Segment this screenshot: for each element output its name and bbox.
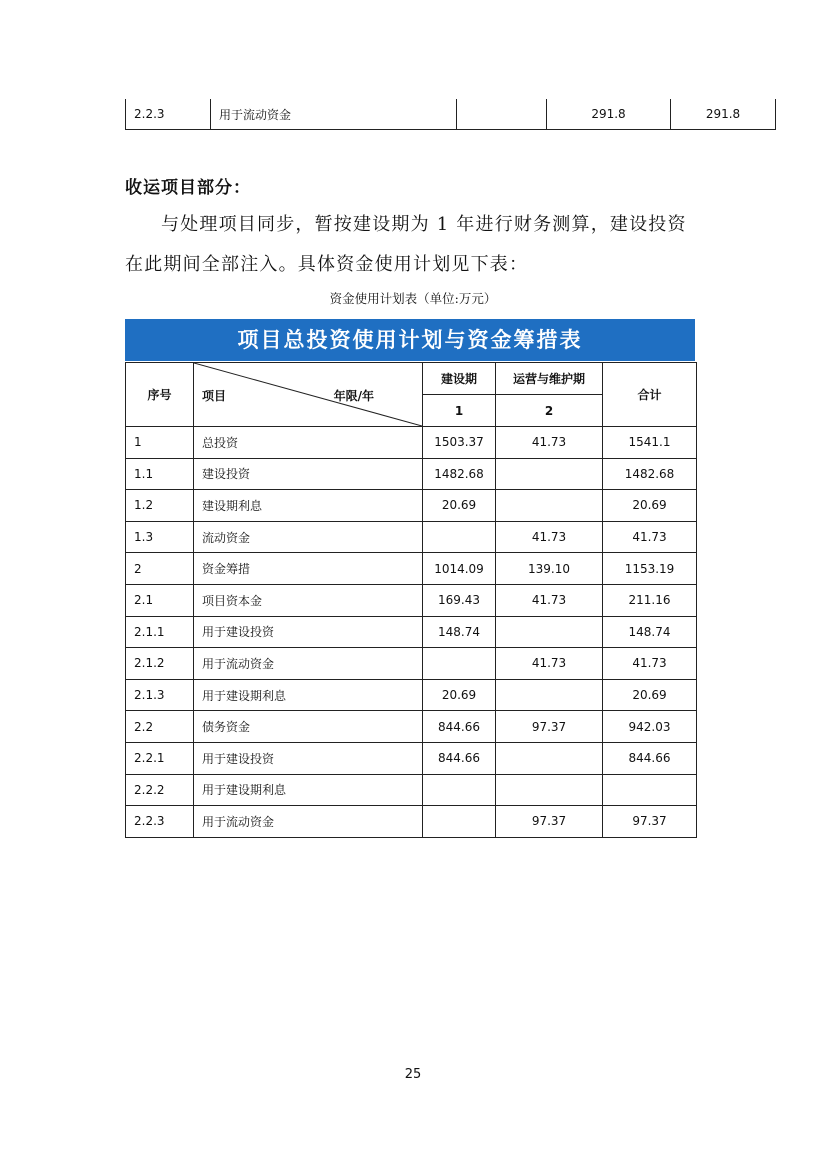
investment-plan-table (125, 362, 697, 838)
paragraph-line: 与处理项目同步，暂按建设期为 1 年进行财务测算，建设投资 (161, 214, 687, 235)
year1-cell (423, 774, 496, 806)
total-cell: 20.69 (603, 490, 697, 522)
year1-cell: 1014.09 (423, 553, 496, 585)
value-cell (457, 99, 547, 130)
seq-cell: 2.1.3 (126, 679, 194, 711)
item-cell: 用于流动资金 (211, 99, 457, 130)
year2-cell: 41.73 (496, 584, 603, 616)
year2-cell (496, 679, 603, 711)
total-cell: 41.73 (603, 521, 697, 553)
table-row (126, 616, 697, 648)
item-cell: 资金筹措 (194, 553, 423, 585)
total-cell: 148.74 (603, 616, 697, 648)
table-title-banner: 项目总投资使用计划与资金筹措表 (125, 319, 695, 361)
item-cell: 建设投资 (194, 458, 423, 490)
year2-cell: 139.10 (496, 553, 603, 585)
year1-cell (423, 521, 496, 553)
seq-cell: 2.2.3 (126, 806, 194, 838)
year2-cell: 97.37 (496, 806, 603, 838)
seq-cell: 1.2 (126, 490, 194, 522)
table-row (126, 679, 697, 711)
seq-cell: 2 (126, 553, 194, 585)
seq-cell: 1 (126, 427, 194, 459)
table-row (126, 584, 697, 616)
seq-cell: 1.1 (126, 458, 194, 490)
seq-cell: 2.1.1 (126, 616, 194, 648)
total-cell: 1541.1 (603, 427, 697, 459)
year2-cell: 41.73 (496, 427, 603, 459)
year2-cell (496, 742, 603, 774)
header-year-2: 2 (496, 395, 603, 427)
item-cell: 用于建设期利息 (194, 679, 423, 711)
header-diagonal-cell (194, 363, 423, 427)
year2-cell (496, 774, 603, 806)
year1-cell: 20.69 (423, 490, 496, 522)
table-caption: 资金使用计划表（单位:万元） (329, 291, 497, 306)
year2-cell (496, 616, 603, 648)
header-total: 合计 (603, 363, 697, 427)
year1-cell (423, 806, 496, 838)
table-row (126, 806, 697, 838)
diagonal-line (194, 363, 422, 426)
year2-cell (496, 458, 603, 490)
year2-cell: 97.37 (496, 711, 603, 743)
seq-cell: 2.2.3 (126, 99, 211, 130)
year1-cell: 844.66 (423, 742, 496, 774)
total-cell: 942.03 (603, 711, 697, 743)
table-row (126, 490, 697, 522)
table-row (126, 521, 697, 553)
table-body (126, 427, 697, 838)
year1-cell: 1503.37 (423, 427, 496, 459)
header-year: 年限/年 (333, 389, 374, 403)
total-cell: 41.73 (603, 648, 697, 680)
table-row (126, 553, 697, 585)
year1-cell: 1482.68 (423, 458, 496, 490)
table-row (126, 648, 697, 680)
item-cell: 用于流动资金 (194, 648, 423, 680)
item-cell: 总投资 (194, 427, 423, 459)
header-row (126, 363, 697, 395)
seq-cell: 2.1.2 (126, 648, 194, 680)
table-row (126, 711, 697, 743)
year1-cell: 20.69 (423, 679, 496, 711)
seq-cell: 1.3 (126, 521, 194, 553)
item-cell: 债务资金 (194, 711, 423, 743)
header-construction: 建设期 (423, 363, 496, 395)
total-cell: 20.69 (603, 679, 697, 711)
table-row (126, 774, 697, 806)
total-cell: 211.16 (603, 584, 697, 616)
total-cell (603, 774, 697, 806)
seq-cell: 2.1 (126, 584, 194, 616)
year1-cell: 844.66 (423, 711, 496, 743)
item-cell: 项目资本金 (194, 584, 423, 616)
value-cell: 291.8 (547, 99, 671, 130)
table-row (126, 99, 776, 130)
item-cell: 用于建设期利息 (194, 774, 423, 806)
table-row (126, 427, 697, 459)
item-cell: 建设期利息 (194, 490, 423, 522)
section-heading: 收运项目部分： (125, 178, 251, 198)
header-item: 项目 (202, 389, 227, 403)
total-cell: 1153.19 (603, 553, 697, 585)
seq-cell: 2.2.2 (126, 774, 194, 806)
item-cell: 用于建设投资 (194, 616, 423, 648)
header-seq: 序号 (126, 363, 194, 427)
item-cell: 用于建设投资 (194, 742, 423, 774)
item-cell: 流动资金 (194, 521, 423, 553)
previous-table-tail (125, 99, 776, 130)
header-year-1: 1 (423, 395, 496, 427)
seq-cell: 2.2.1 (126, 742, 194, 774)
table-row (126, 458, 697, 490)
table-row (126, 742, 697, 774)
page-number: 25 (404, 1067, 422, 1082)
total-cell: 1482.68 (603, 458, 697, 490)
year2-cell (496, 490, 603, 522)
item-cell: 用于流动资金 (194, 806, 423, 838)
year2-cell: 41.73 (496, 648, 603, 680)
year1-cell: 169.43 (423, 584, 496, 616)
total-cell: 291.8 (671, 99, 776, 130)
year1-cell: 148.74 (423, 616, 496, 648)
header-operation: 运营与维护期 (496, 363, 603, 395)
seq-cell: 2.2 (126, 711, 194, 743)
paragraph-line: 在此期间全部注入。具体资金使用计划见下表： (125, 254, 529, 275)
year1-cell (423, 648, 496, 680)
year2-cell: 41.73 (496, 521, 603, 553)
body-paragraph (125, 205, 705, 285)
total-cell: 844.66 (603, 742, 697, 774)
total-cell: 97.37 (603, 806, 697, 838)
